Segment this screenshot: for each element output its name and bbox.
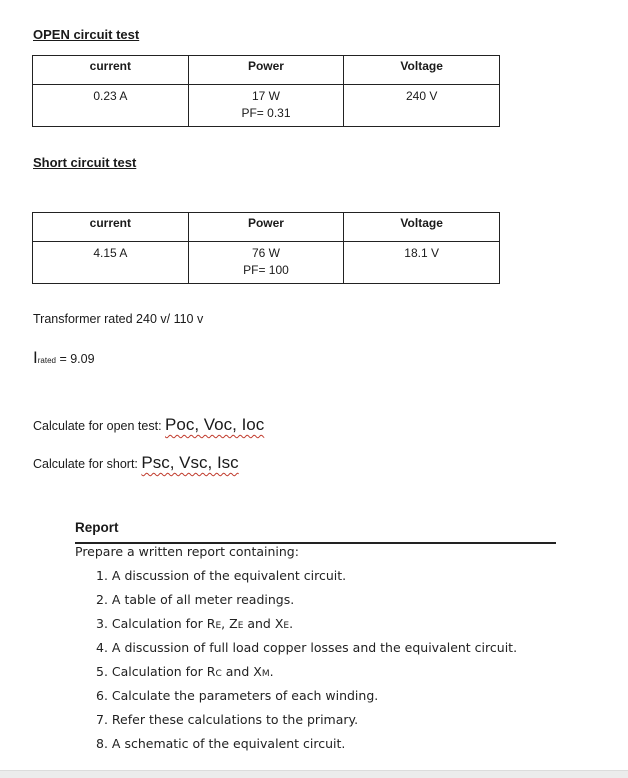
report-title: Report — [75, 520, 119, 535]
short-power-cell — [188, 242, 344, 284]
report-intro: Prepare a written report containing: — [75, 544, 299, 559]
open-pf-value: PF= 0.31 — [241, 106, 291, 120]
short-current-value: 4.15 A — [33, 242, 189, 284]
short-test-heading: Short circuit test — [33, 155, 137, 170]
header-current: current — [33, 213, 189, 242]
report-list — [96, 564, 576, 756]
table-row — [33, 85, 500, 127]
list-item: 8. A schematic of the equivalent circuit. — [96, 736, 346, 751]
header-power: Power — [188, 213, 344, 242]
open-power-cell — [188, 85, 344, 127]
list-item: 7. Refer these calculations to the primary. — [96, 712, 359, 727]
calc-open-label: Calculate for open test: — [33, 419, 166, 433]
calc-short-terms: Psc, Vsc, Isc — [141, 453, 239, 472]
irated-line — [33, 348, 95, 368]
table-header-row — [33, 56, 500, 85]
list-item: 4. A discussion of full load copper losses and the equivalent circuit. — [96, 640, 518, 655]
open-test-heading: OPEN circuit test — [33, 27, 140, 42]
header-power: Power — [188, 56, 344, 85]
transformer-rating: Transformer rated 240 v/ 110 v — [33, 312, 204, 326]
open-voltage-value: 240 V — [344, 85, 500, 127]
short-test-table — [32, 212, 500, 284]
short-pf-value: PF= 100 — [243, 263, 289, 277]
header-voltage: Voltage — [344, 56, 500, 85]
short-power-value: 76 W — [251, 246, 280, 260]
list-item: 5. Calculation for RC and XM. — [96, 664, 274, 679]
calc-short-line — [33, 453, 239, 473]
list-item: 1. A discussion of the equivalent circuit. — [96, 568, 347, 583]
irated-subscript: rated — [37, 356, 56, 365]
list-item: 3. Calculation for RE, ZE and XE. — [96, 616, 294, 631]
calc-open-line — [33, 415, 264, 435]
header-voltage: Voltage — [344, 213, 500, 242]
irated-symbol: I — [33, 348, 38, 367]
calc-open-terms: Poc, Voc, Ioc — [165, 415, 265, 434]
header-current: current — [33, 56, 189, 85]
short-voltage-value: 18.1 V — [344, 242, 500, 284]
irated-value: = 9.09 — [55, 352, 95, 366]
calc-short-label: Calculate for short: — [33, 457, 142, 471]
open-test-table — [32, 55, 500, 127]
list-item: 6. Calculate the parameters of each winding. — [96, 688, 379, 703]
open-power-value: 17 W — [251, 89, 280, 103]
table-row — [33, 242, 500, 284]
open-current-value: 0.23 A — [33, 85, 189, 127]
list-item: 2. A table of all meter readings. — [96, 592, 295, 607]
table-header-row — [33, 213, 500, 242]
report-divider — [75, 542, 556, 544]
